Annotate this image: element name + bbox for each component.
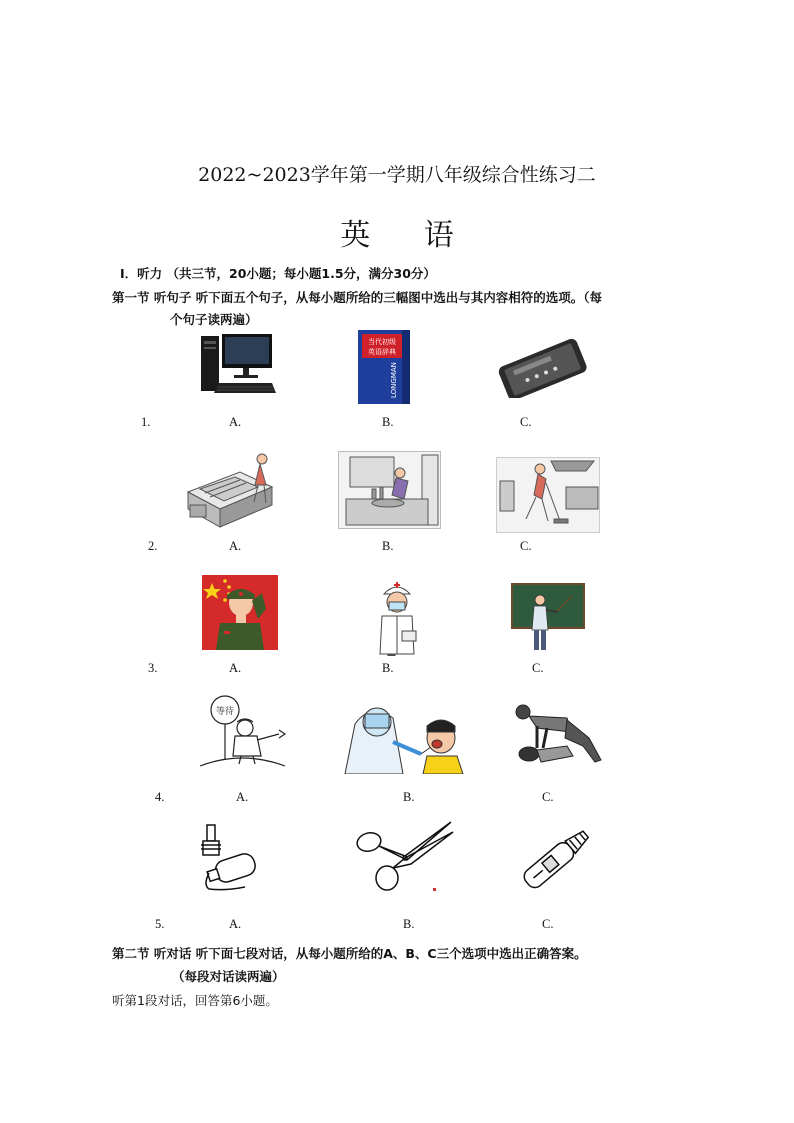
smartphone-image xyxy=(494,338,589,398)
glue-bottle-image xyxy=(195,823,265,891)
option-label: A. xyxy=(229,917,242,931)
nucleic-acid-test-image xyxy=(337,696,473,774)
question-number: 4. xyxy=(155,790,165,804)
part1-instruction-line2: 个句子读两遍） xyxy=(170,312,258,327)
scissors-image xyxy=(353,818,457,896)
volunteer-stop-sign-image xyxy=(195,690,290,770)
question-number: 2. xyxy=(148,539,158,553)
dictionary-title-line1: 当代初级 xyxy=(368,338,396,346)
option-label: A. xyxy=(236,790,249,804)
option-label: C. xyxy=(532,661,544,675)
option-label: A. xyxy=(229,539,242,553)
girl-making-bed-image xyxy=(180,447,280,532)
option-label: B. xyxy=(403,790,415,804)
option-label: B. xyxy=(382,539,394,553)
desktop-computer-image xyxy=(196,331,276,401)
option-label: C. xyxy=(542,917,554,931)
question-number: 3. xyxy=(148,661,158,675)
section-heading-listening: I．听力 （共三节，20小题；每小题1.5分，满分30分） xyxy=(120,266,436,281)
option-label: B. xyxy=(382,415,394,429)
part2-note: （每段对话读两遍） xyxy=(172,969,285,984)
dictionary-spine-text: LONGMAN xyxy=(390,362,398,398)
girl-sweeping-floor-image xyxy=(496,457,600,533)
soldier-saluting-image xyxy=(202,575,278,650)
part2-heading: 第二节 听对话 听下面七段对话，从每小题所给的A、B、C三个选项中选出正确答案。 xyxy=(112,946,587,961)
question-number: 5. xyxy=(155,917,165,931)
first-aid-cpr-image xyxy=(507,698,607,770)
question-number: 1. xyxy=(141,415,151,429)
stop-sign-text: 等待 xyxy=(215,707,235,717)
option-label: B. xyxy=(403,917,415,931)
doctor-image xyxy=(372,576,422,656)
part1-instruction-line1: 第一节 听句子 听下面五个句子，从每小题所给的三幅图中选出与其内容相符的选项。（每 xyxy=(112,290,602,305)
option-label: A. xyxy=(229,415,242,429)
option-label: C. xyxy=(520,415,532,429)
english-dictionary-image xyxy=(356,328,416,406)
girl-washing-dishes-image xyxy=(338,451,441,529)
option-label: C. xyxy=(542,790,554,804)
option-label: A. xyxy=(229,661,242,675)
teacher-image xyxy=(510,582,586,654)
part2-instruction: 听第1段对话，回答第6小题。 xyxy=(112,993,278,1008)
option-label: C. xyxy=(520,539,532,553)
subject-title: 英 语 xyxy=(340,218,476,253)
option-label: B. xyxy=(382,661,394,675)
dictionary-title-line2: 英语辞典 xyxy=(368,348,396,356)
utility-knife-image xyxy=(513,820,598,896)
exam-title: 2022~2023学年第一学期八年级综合性练习二 xyxy=(198,164,596,186)
